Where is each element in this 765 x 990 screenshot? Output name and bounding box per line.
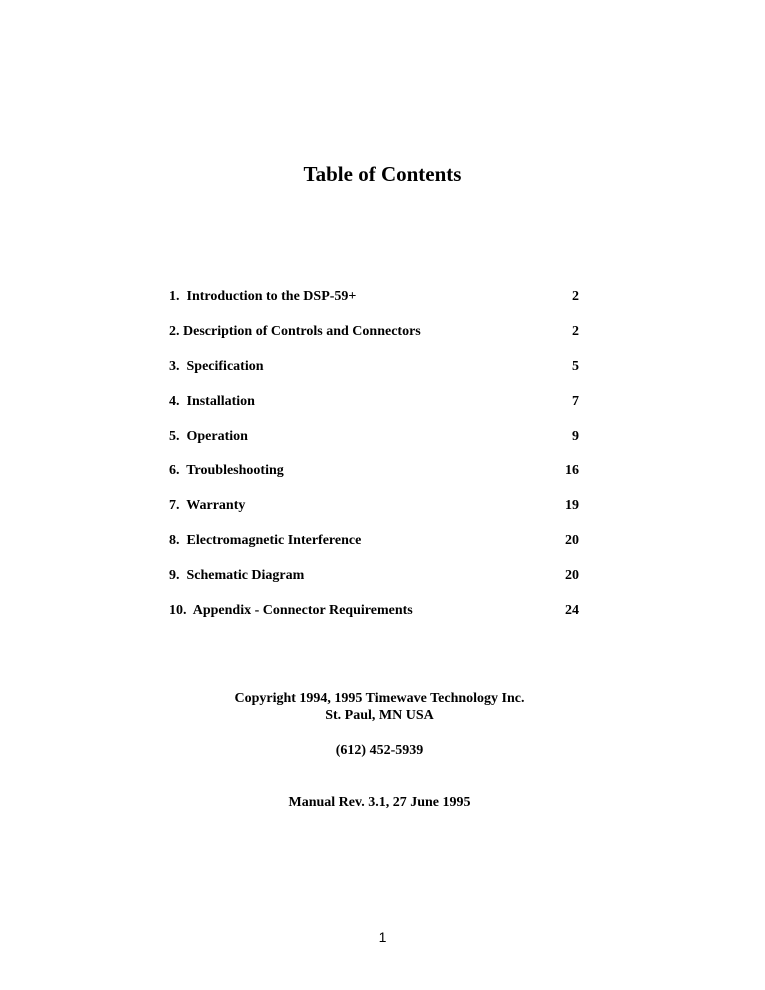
- toc-entry-label: 1. Introduction to the DSP-59+: [169, 289, 357, 304]
- toc-entry-label: 5. Operation: [169, 428, 248, 444]
- toc-entry-page: 24: [565, 603, 579, 619]
- toc-entry-page: 20: [565, 533, 579, 549]
- toc-entry-label: 9. Schematic Diagram: [169, 568, 305, 584]
- toc-entry-label: 3. Specification: [169, 358, 264, 374]
- toc-entry-page: 9: [572, 428, 579, 444]
- toc-entry-label: 8. Electromagnetic Interference: [169, 533, 362, 549]
- toc-entry-page: 2: [572, 323, 579, 339]
- toc-entry: [169, 286, 579, 321]
- toc-entry-label: 6. Troubleshooting: [169, 463, 284, 479]
- toc-entry-label: 7. Warranty: [169, 498, 246, 514]
- toc-entry: [169, 460, 579, 495]
- toc-entry: [169, 321, 579, 356]
- toc-entry-page: 5: [572, 358, 579, 374]
- toc-entry-label: 10. Appendix - Connector Requirements: [169, 603, 413, 619]
- toc-entry: [169, 391, 579, 426]
- page-number: 1: [378, 929, 387, 945]
- page-title: Table of Contents: [303, 162, 462, 186]
- toc-entry: [169, 530, 579, 565]
- toc-entry-page: 16: [565, 463, 579, 479]
- toc-entry-page: 20: [565, 568, 579, 584]
- toc-entry-label: 4. Installation: [169, 393, 255, 409]
- toc-entry: [169, 565, 579, 600]
- toc-entry: [169, 600, 579, 635]
- toc-entry-label: 2. Description of Controls and Connectors: [169, 323, 421, 339]
- toc-entry-page: 7: [572, 393, 579, 409]
- toc-entry-page: 2: [572, 289, 579, 304]
- toc-entry: [169, 495, 579, 530]
- company-phone: (612) 452-5939: [335, 743, 424, 758]
- manual-revision: Manual Rev. 3.1, 27 June 1995: [288, 795, 471, 810]
- table-of-contents: [169, 286, 579, 635]
- toc-entry: [169, 356, 579, 391]
- toc-entry-page: 19: [565, 498, 579, 514]
- toc-entry: [169, 426, 579, 461]
- copyright-notice: Copyright 1994, 1995 Timewave Technology Inc.: [234, 691, 525, 706]
- company-address: St. Paul, MN USA: [325, 708, 434, 723]
